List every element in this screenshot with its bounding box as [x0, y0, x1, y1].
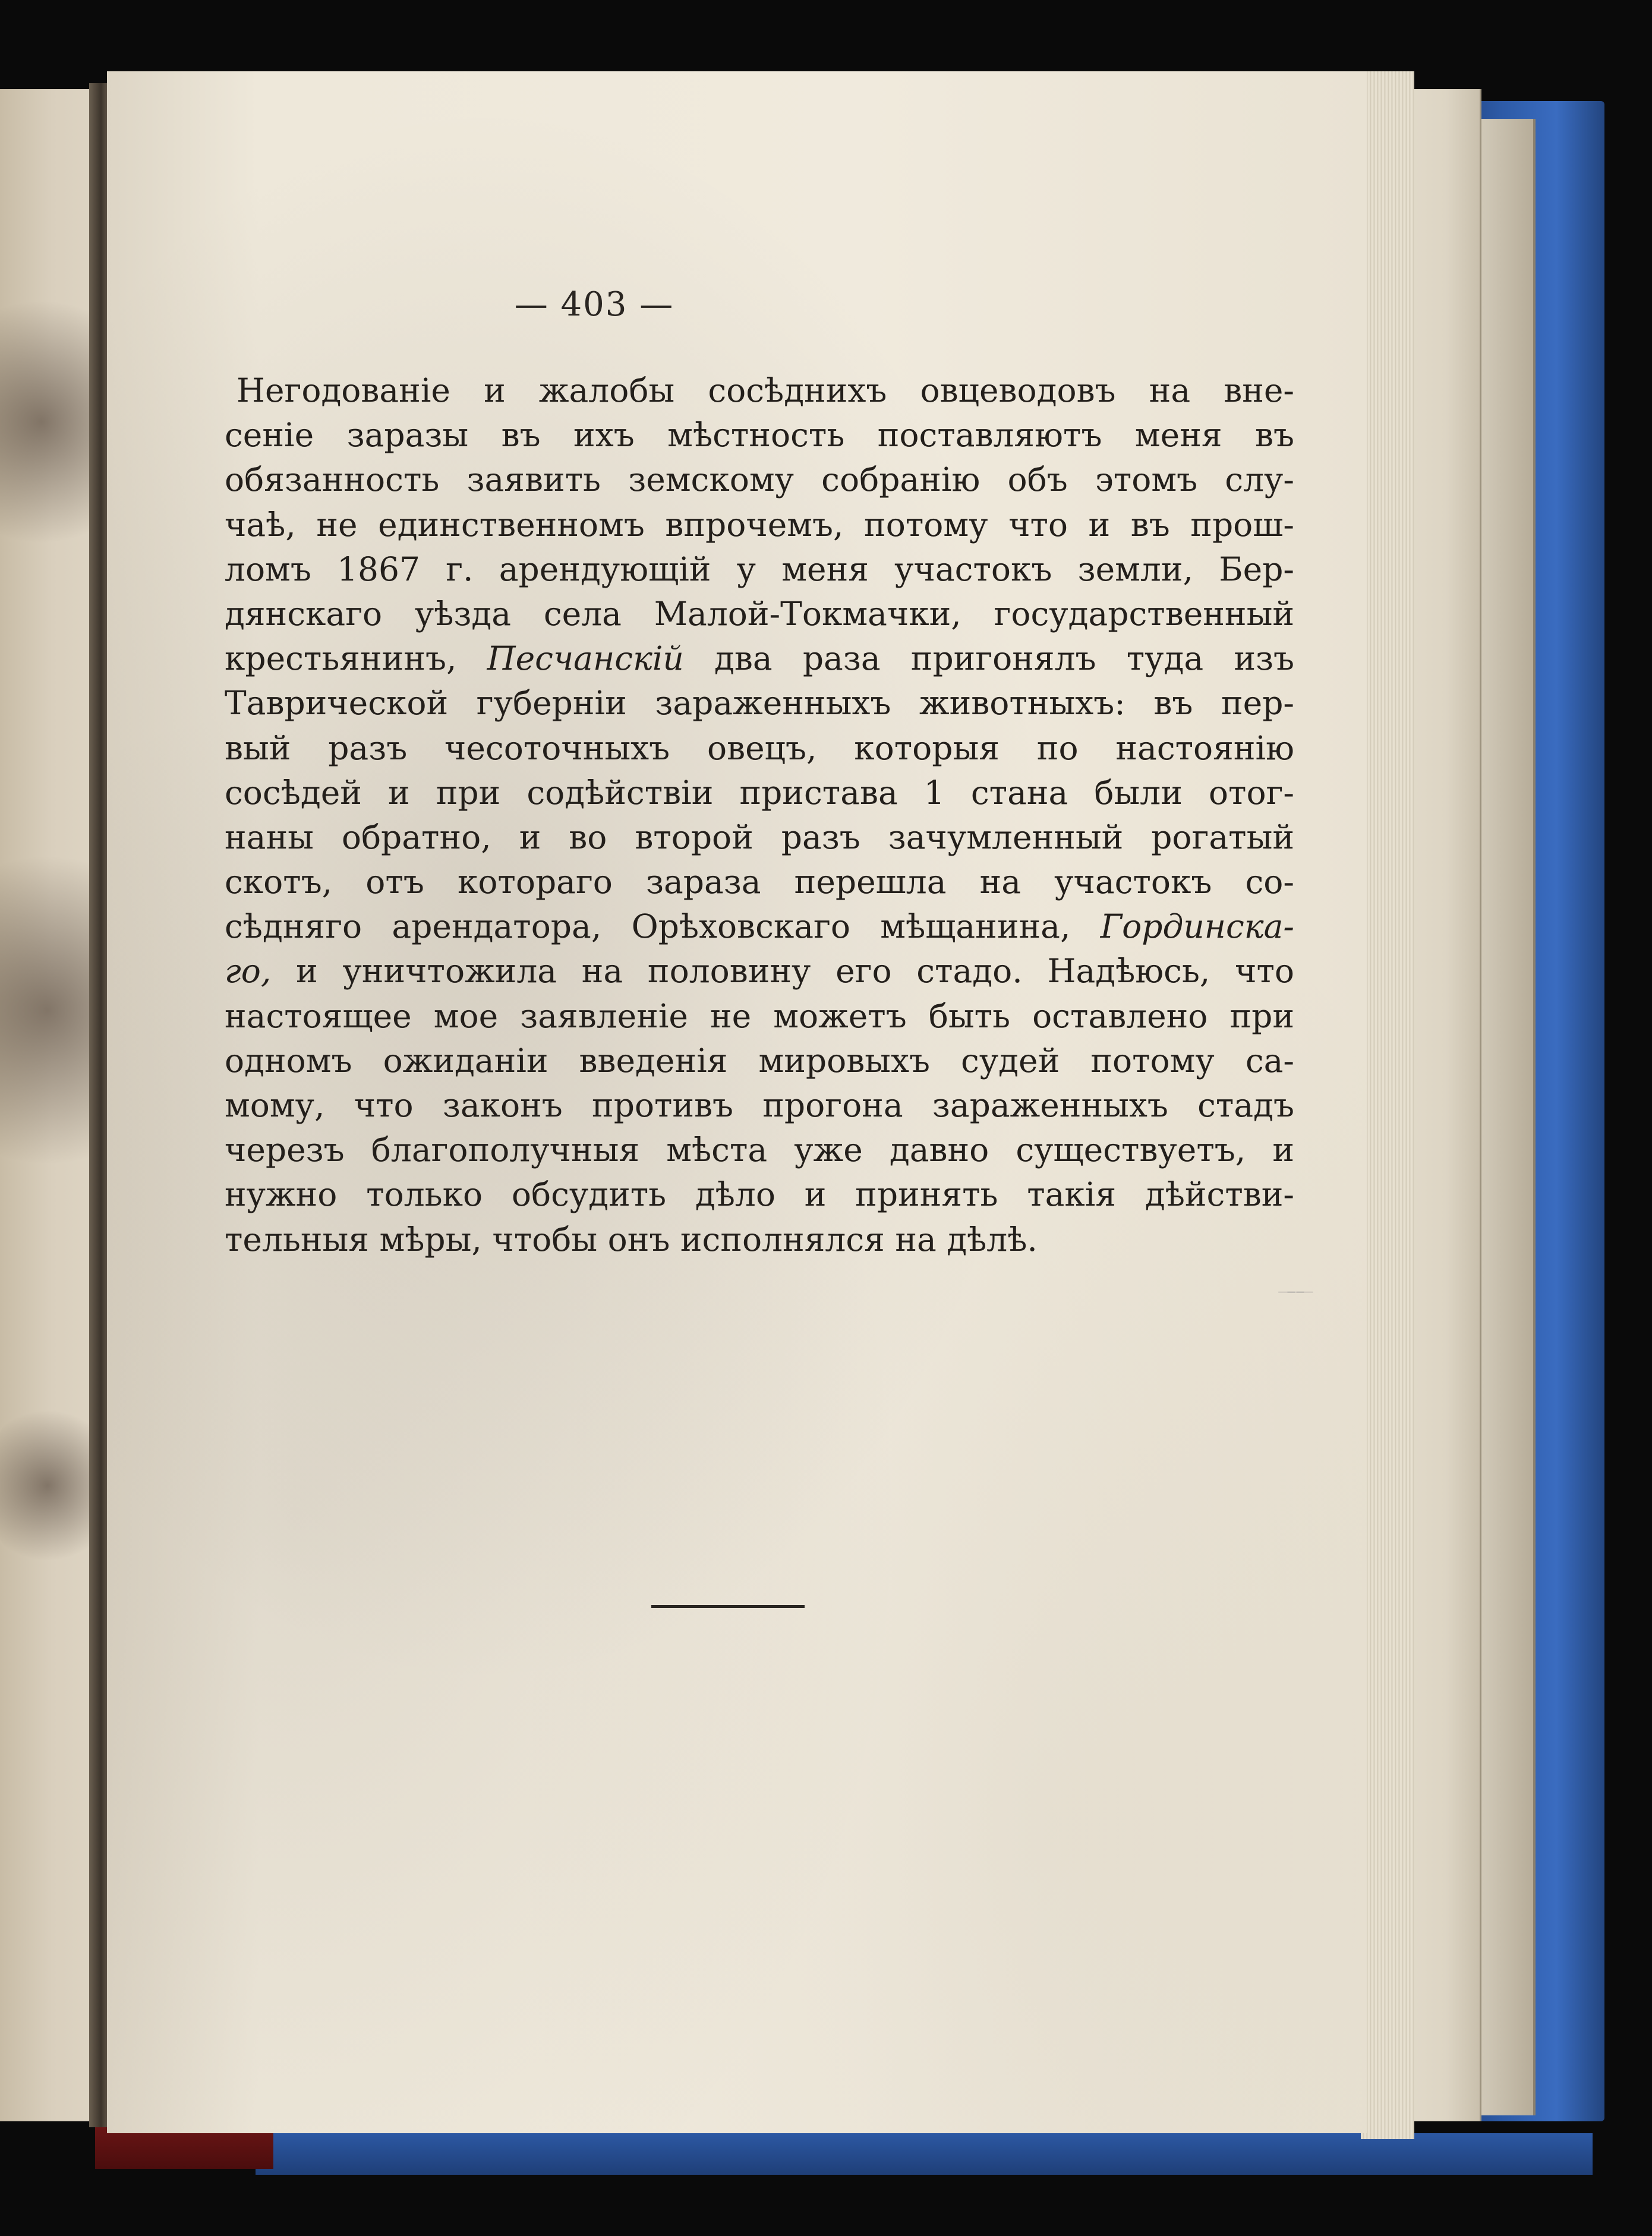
text-line: мому, что законъ противъ прогона зараженныхъ стадъ [225, 1086, 1294, 1124]
text-line: одномъ ожиданіи введенія мировыхъ судей потому са- [225, 1041, 1294, 1080]
text-line: сеніе заразы въ ихъ мѣстность поставляютъ меня въ [225, 416, 1294, 455]
text-line: тельныя мѣры, чтобы онъ исполнялся на дѣлѣ. [225, 1220, 1038, 1259]
text-line: дянскаго уѣзда села Малой-Токмачки, государственный [225, 594, 1294, 633]
text-line: чаѣ, не единственномъ впрочемъ, потому что и въ прош- [225, 505, 1294, 544]
text-line [225, 949, 1294, 994]
left-page-strip [0, 89, 104, 2121]
text-line: черезъ благополучныя мѣста уже давно существуетъ, и [225, 1131, 1294, 1169]
text-line: вый разъ чесоточныхъ овецъ, которыя по настоянію [225, 728, 1294, 767]
text-line: нужно только обсудить дѣло и принять такія дѣйстви- [225, 1175, 1294, 1214]
text-run: и уничтожила на половину его стадо. Надѣюсь, что [271, 952, 1294, 991]
italic-name: Гординска- [1100, 907, 1294, 946]
end-rule [651, 1605, 805, 1608]
text-run: крестьянинъ, [225, 639, 487, 678]
text-line: сосѣдей и при содѣйствіи пристава 1 стана были отог- [225, 773, 1294, 812]
page-edges [1361, 71, 1414, 2139]
text-line: настоящее мое заявленіе не можетъ быть оставлено при [225, 996, 1294, 1035]
italic-name: го, [225, 952, 272, 991]
page-number: — 403 — [514, 285, 674, 324]
body-text [225, 368, 1294, 1262]
page [107, 71, 1367, 2133]
book-cover-bottom-edge [256, 2133, 1593, 2175]
text-line: Негодованіе и жалобы сосѣднихъ овцеводовъ на вне- [237, 371, 1294, 409]
text-line: Таврической губерніи зараженныхъ животныхъ: въ пер- [225, 684, 1294, 723]
show-through-text: ̶ ̶ ̶ [1277, 1273, 1295, 1307]
italic-name: Песчанскій [487, 639, 684, 678]
text-run: два раза пригонялъ туда изъ [683, 639, 1294, 678]
text-line [225, 636, 1294, 681]
text-line: ломъ 1867 г. арендующій у меня участокъ земли, Бер- [225, 550, 1294, 588]
text-line [225, 904, 1294, 949]
text-run: сѣдняго арендатора, Орѣховскаго мѣщанина, [225, 907, 1101, 946]
text-line: скотъ, отъ котораго зараза перешла на участокъ со- [225, 863, 1294, 901]
text-line: наны обратно, и во второй разъ зачумленный рогатый [225, 818, 1294, 856]
text-line: обязанность заявить земскому собранію объ этомъ слу- [225, 461, 1294, 499]
